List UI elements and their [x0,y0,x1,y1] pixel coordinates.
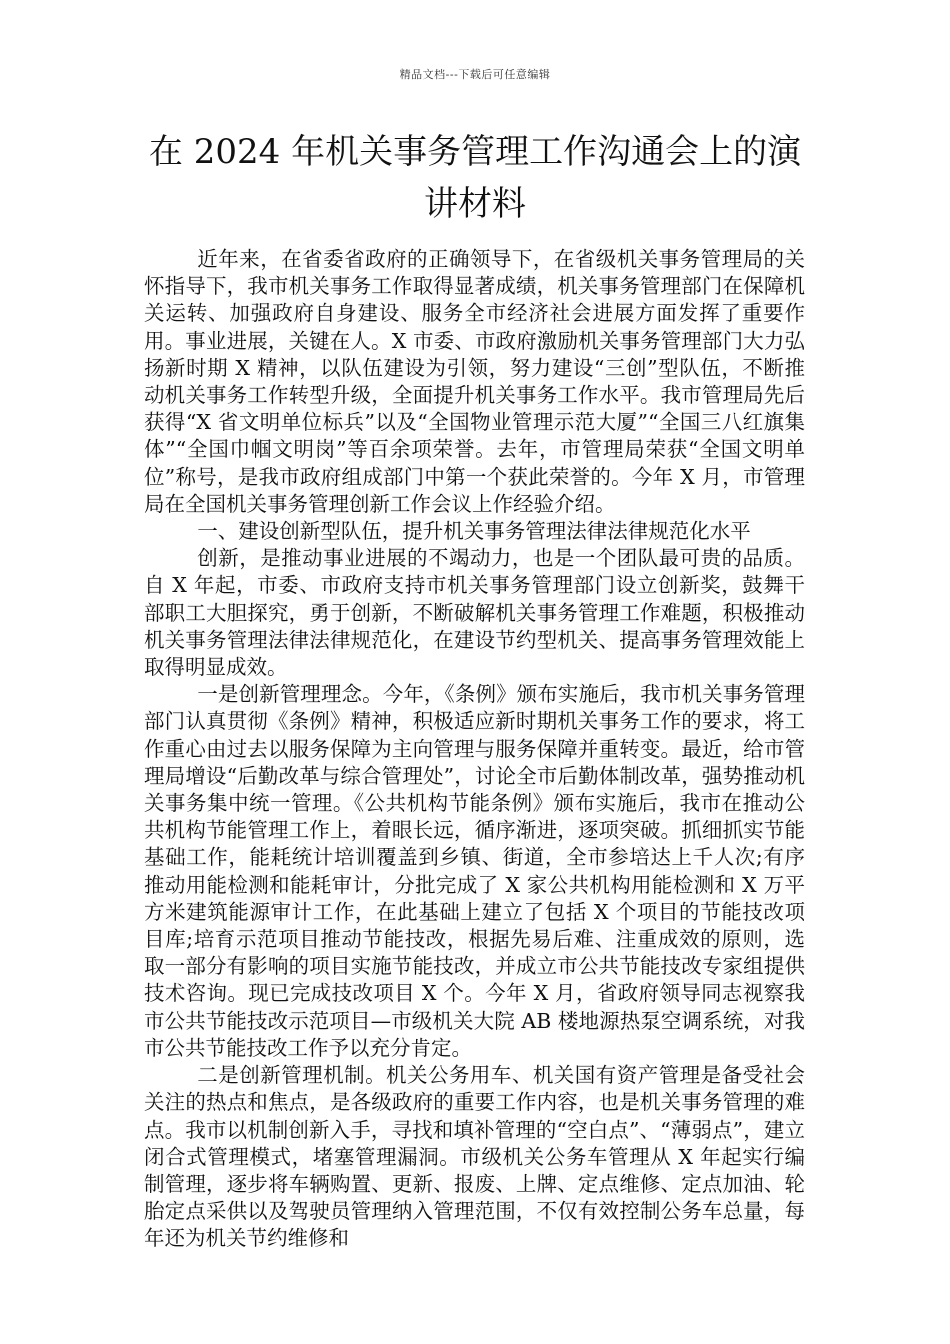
header-note: 精品文档---下载后可任意编辑 [399,68,551,81]
paragraph-management-mechanism: 二是创新管理机制。机关公务用车、机关国有资产管理是备受社会关注的热点和焦点，是各级政府的重要工作内容，也是机关事务管理的难点。我市以机制创新入手，寻找和填补管理的“空白点”、“薄弱点”，建立闭合式管理模式，堵塞管理漏洞。市级机关公务车管理从 X 年起实行编制管理，逐步将车辆购置、更新、报废、上牌、定点维修、定点加油、轮胎定点采供以及驾驶员管理纳入管理范围，不仅有效控制公务车总量，每年还为机关节约维修和 [144,1063,805,1251]
document-title: 在 2024 年机关事务管理工作沟通会上的演讲材料 [148,132,802,224]
paragraph-intro: 近年来，在省委省政府的正确领导下，在省级机关事务管理局的关怀指导下，我市机关事务工作取得显著成绩，机关事务管理部门在保障机关运转、加强政府自身建设、服务全市经济社会进展方面发挥了重要作用。事业进展，关键在人。X 市委、市政府激励机关事务管理部门大力弘扬新时期 X 精神，以队伍建设为引领，努力建设“三创”型队伍，不断推动机关事务工作转型升级，全面提升机关事务工作水平。我市管理局先后获得“X 省文明单位标兵”以及“全国物业管理示范大厦”“全国三八红旗集体”“全国巾帼文明岗”等百余项荣誉。去年，市管理局荣获“全国文明单位”称号，是我市政府组成部门中第一个获此荣誉的。今年 X 月，市管理局在全国机关事务管理创新工作会议上作经验介绍。 [144,247,805,516]
paragraph-management-concept: 一是创新管理理念。今年，《条例》颁布实施后，我市机关事务管理部门认真贯彻《条例》精神，积极适应新时期机关事务工作的要求，将工作重心由过去以服务保障为主向管理与服务保障并重转变。最近，给市管理局增设“后勤改革与综合管理处”，讨论全市后勤体制改革，强势推动机关事务集中统一管理。《公共机构节能条例》颁布实施后，我市在推动公共机构节能管理工作上，着眼长远，循序渐进，逐项突破。抓细抓实节能基础工作，能耗统计培训覆盖到乡镇、街道，全市参培达上千人次;有序推动用能检测和能耗审计，分批完成了 X 家公共机构用能检测和 X 万平方米建筑能源审计工作，在此基础上建立了包括 X 个项目的节能技改项目库;培育示范项目推动节能技改，根据先易后难、注重成效的原则，选取一部分有影响的项目实施节能技改，并成立市公共节能技改专家组提供技术咨询。现已完成技改项目 X 个。今年 X 月，省政府领导同志视察我市公共节能技改示范项目—市级机关大院 AB 楼地源热泵空调系统，对我市公共节能技改工作予以充分肯定。 [144,682,805,1060]
paragraph-innovation: 创新，是推动事业进展的不竭动力，也是一个团队最可贵的品质。自 X 年起，市委、市政府支持市机关事务管理部门设立创新奖，鼓舞干部职工大胆探究，勇于创新，不断破解机关事务管理工作难题，积极推动机关事务管理法律法律规范化，在建设节约型机关、提高事务管理效能上取得明显成效。 [144,546,805,680]
document-body [144,246,805,1253]
section-heading-1: 一、建设创新型队伍，提升机关事务管理法律法律规范化水平 [197,519,751,544]
